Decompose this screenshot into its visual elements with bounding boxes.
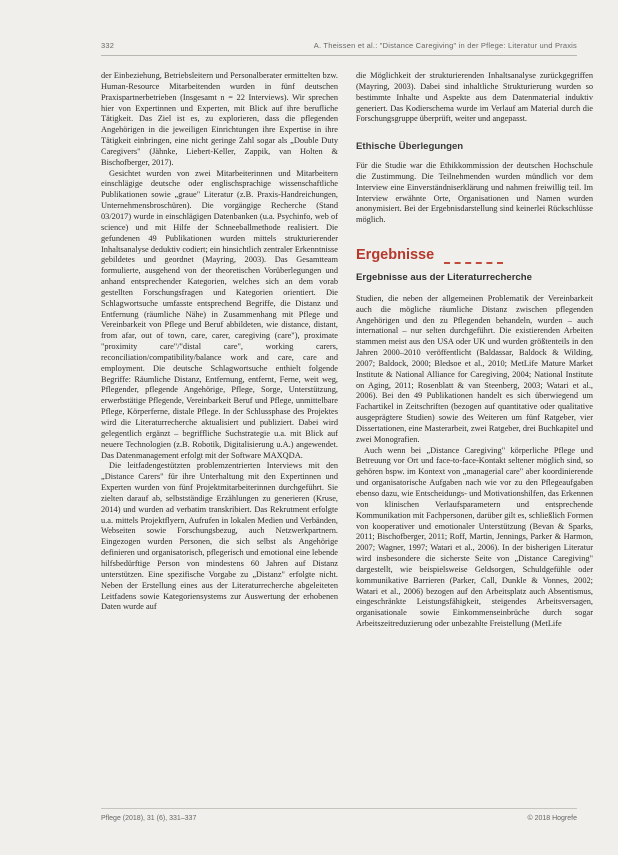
footer-citation: Pflege (2018), 31 (6), 331–337 <box>101 814 197 822</box>
results-paragraph: Auch wenn bei „Distance Caregiving" körperliche Pflege und Betreuung vor Ort und face-to-face-Kontakt seltener möglich sind, so gehören bspw. im Kontext von „managerial care" aber koordinierende und organisatorische Aufgaben nach wie vor zu den Pflegeaufgaben ebenso dazu, wie Entscheidungs- und Motivationshilfen, das Erkennen von klinischen Verlaufsparametern und entsprechende Kommunikation mit Fachpersonen, darüber gilt es, schließlich Formen von kooperativer und emotionaler Unterstützung (Bevan & Sparks, 2011; Bischofberger, 2011; Roff, Martin, Jennings, Parker & Harmon, 2007; Wagner, 1997; Watari et al., 2006). In der bisherigen Literatur wird insbesondere die sicherste Seite von „Distance Caregiving" dargestellt, wie beispielsweise Geldsorgen, Schuldgefühle oder kommunikative Barrieren (Parker, Call, Dunkle & Vonnes, 2002; Watari et al., 2006) bezogen auf den Arbeitsplatz auch Absentismus, eingeschränkte Leistungsfähigkeit, steigendes Arbeitsversagen, organisationale sowie Einkommenseinbrüche durch sogar Arbeitszeitreduzierung oder unbezahlte Freistellung (MetLife <box>356 445 593 629</box>
running-title: A. Theissen et al.: "Distance Caregiving" in der Pflege: Literatur und Praxis <box>313 40 577 50</box>
page-number: 332 <box>101 40 115 50</box>
results-subheading: Ergebnisse aus der Literaturrecherche <box>356 271 532 283</box>
results-paragraph: Studien, die neben der allgemeinen Problematik der Vereinbarkeit auch die mögliche räumliche Distanz zwischen pflegenden Angehörigen und den zu Pflegenden behandeln, wurden – auch international – nur selten durchgeführt. Die existierenden Arbeiten stammen meist aus den USA oder UK und wurden größtenteils in den Jahren 2000–2010 veröffentlicht (Baldassar, Baldock & Wilding, 2007; Baldock, 2000; Bledsoe et al., 2010; MetLife Mature Market Institute & National Alliance for Caregiving, 2004; National Institute on Aging, 2011; Rosenblatt & van Steenberg, 2003; Watari et al., 2006). Bei den 49 Publikationen handelt es sich überwiegend um Fachartikel in Zeitschriften (bezogen auf quantitative oder qualitative ausgeprägtere Studien) sowie des Weiteren um fünf Ratgeber, vier Dissertationen, eine Masterarbeit, zwei Ratgeber, drei Buchkapitel und zwei Monografien. <box>356 293 593 444</box>
ethics-paragraph: Für die Studie war die Ethikkommission der deutschen Hochschule die Zustimmung. Die Teilnehmenden wurden mündlich vor dem Interview eine Einverständniserklärung und nahmen freiwillig teil. Im Interview erwähnte Orte, Organisationen und Namen wurden anonymisiert. Bei der Ergebnisdarstellung sind keinerlei Rückschlüsse möglich. <box>356 161 593 225</box>
left-column <box>101 71 338 613</box>
footer-copyright: © 2018 Hogrefe <box>527 814 577 822</box>
results-heading-block <box>356 247 593 264</box>
left-paragraph: Gesichtet wurden von zwei Mitarbeiterinnen und Mitarbeitern einschlägige deutsche oder englischsprachige wissenschaftliche Publikationen sowie „graue" Literatur (z.B. Praxis-Handreichungen, Unternehmensbroschüren). Die vorgängige Recherche (Stand 03/2017) wurde in einschlägigen Datenbanken (u.a. Psychinfo, web of science) und mit Hilfe der Schneeballmethode realisiert. Die gefundenen 49 Publikationen wurden mittels strukturierender Inhaltsanalyse deduktiv codiert; ein hinsichtlich zentraler Erkenntnisse gebildetes und geordnet (Mayring, 2003). Das Gesamtteam formulierte, ausgehend von der theoretischen Vorüberlegungen und anhand entsprechender Kategorien, welches sich an dem vorab gestellten Forschungsfragen und Kategorien orientiert. Die Schlagwortsuche umfasste entsprechend Begriffe, die Distanz und Entfernung (räumliche Nähe) in Zusammenhang mit Pflege und Vereinbarkeit von Pflege und Beruf abbildeten, wie distance, distant, from afar, out of town, care, carer, caregiving (care"), proximate "proximity care"/"distal care", working carers, reconciliation/compatibility/balance work and care, care and employment. Die deutsche Schlagwortsuche enthielt folgende Begriffe: Räumliche Distanz, Entfernung, entfernt, Ferne, weit weg, Pflegender, pflegende Angehörige, Pflege, Sorge, Unterstützung, erwerbstätige Pflegende, Vereinbarkeit Beruf und Pflege, unmittelbare Pflege, Körperferne, distale Pflege. In der Schlussphase des Projektes wird die Literaturrecherche aktualisiert und publiziert. Dabei wird gelegentlich ergänzt – begriffliche Suchstrategie u.a. mit Blick auf neuere Technologien (z.B. Robotik, Digitalisierung u.A.) angewendet. Das Datenmanagement erfolgt mit der Software MAXQDA. <box>101 168 338 460</box>
left-paragraph: Die leitfadengestützten problemzentrierten Interviews mit den „Distance Carers" für ihre Unterhaltung mit den Expertinnen und Experten wurden von fünf Projektmitarbeiterinnen durchgeführt. Sie zielten darauf ab, selbstständige Erzählungen zu generieren (Kruse, 2014) und wurden ad verbatim transkribiert. Das Rekrutment erfolgte u.a. mittels Projektflyern, Aufrufen in lokalen Medien und Verbänden, Webseiten sowie Forschungsbezug, auch Netzwerkpartnern. Eingezogen wurden Personen, die sich selbst als Angehörige definieren und organisatorisch, pflegerisch und emotional eine lebende hilfsbedürftige Person von mindestens 60 Jahren auf Distanz unterstützen. Eine spezifische Vorgabe zu „Distanz" erfolgte nicht. Neben der Erstellung eines aus der Literaturrecherche abgeleiteten Leitfadens sowie Kategoriensystems zur Auswertung der erhobenen Daten wurde auf <box>101 461 338 612</box>
header-rule <box>101 55 577 56</box>
results-heading: Ergebnisse <box>356 247 435 264</box>
right-intro-paragraph: die Möglichkeit der strukturierenden Inhaltsanalyse zurückgegriffen (Mayring, 2003). Dabei sind inhaltliche Strukturierung wurden so bestimmte Inhalte und Aspekte aus dem Datenmaterial induktiv generiert. Das Kodierschema wurde im Verlauf am Material durch die Forschungsgruppe überprüft, weiter und angepasst. <box>356 71 593 124</box>
heading-decorative-line <box>444 262 503 266</box>
page-footer <box>101 812 577 824</box>
ethics-heading: Ethische Überlegungen <box>356 141 464 153</box>
running-header <box>101 38 577 52</box>
left-paragraph: der Einbeziehung, Betriebsleitern und Personalberater ermittelten bzw. Human-Resource Mitarbeitenden wurden in fünf deutschen Praxispartnerbetrieben (Insgesamt n = 22 Interviews). Wir sprechen hier von Expertinnen und Experten, mit Blick auf ihre berufliche Tätigkeit. Das Ziel ist es, zu explorieren, dass die pflegenden Angehörigen in die jeweiligen Einrichtungen ihre Expertise in ihre Tätigkeit einbringen, eine nicht geringe Zahl sogar als „Double Duty Caregivers" (Jähnke, Liebert-Keller, Zappik, van Holten & Bischofberger, 2017). <box>101 71 338 167</box>
footer-rule <box>101 808 577 809</box>
right-column <box>356 71 593 630</box>
